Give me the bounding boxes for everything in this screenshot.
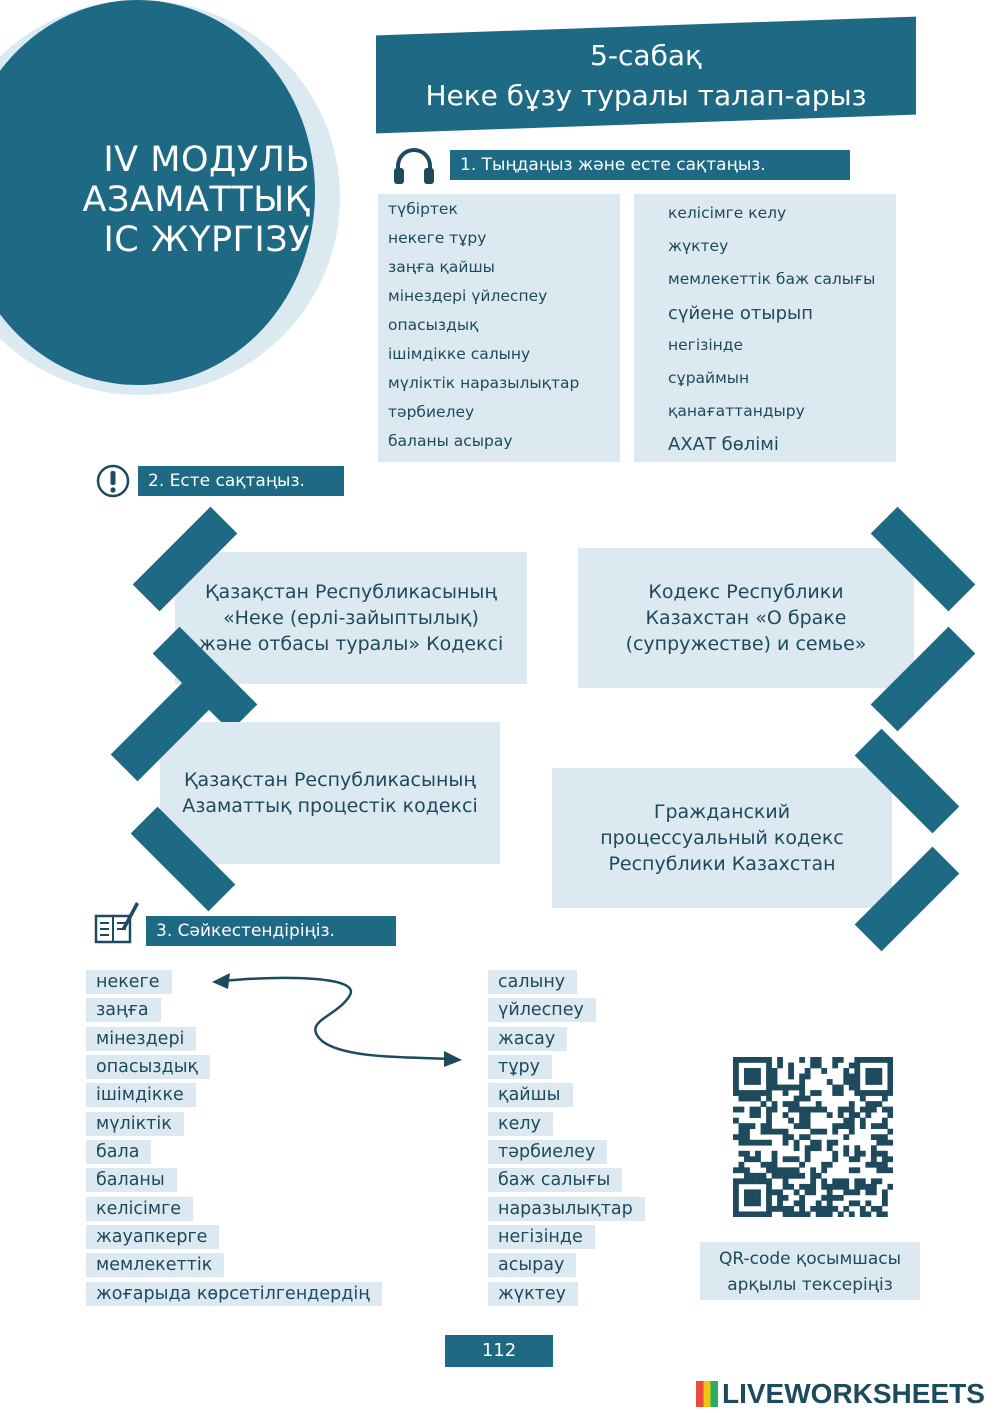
law-card-1	[175, 552, 527, 684]
page-number	[445, 1335, 553, 1367]
match-example-arrow	[210, 965, 465, 1070]
vocab-item: жүктеу	[668, 237, 729, 255]
vocab-item: сұраймын	[668, 369, 750, 387]
section2-label	[138, 466, 344, 496]
match-left-word[interactable]: некеге	[86, 970, 172, 994]
vocab-item: некеге тұру	[388, 229, 487, 247]
law-card-3	[160, 722, 500, 864]
exclamation-icon	[96, 464, 130, 498]
section3-label	[146, 916, 396, 946]
match-left-word[interactable]: заңға	[86, 998, 161, 1022]
vocab-item: заңға қайшы	[388, 258, 495, 276]
notebook-pencil-icon	[94, 898, 140, 944]
match-right-word[interactable]: негізінде	[488, 1225, 595, 1249]
law-card-text: Қазақстан Республикасының «Неке (ерлі-зайыптылық) және отбасы туралы» Кодексі	[198, 581, 504, 655]
match-left-word[interactable]: жауапкерге	[86, 1225, 219, 1249]
match-left-word[interactable]: мемлекеттік	[86, 1253, 224, 1277]
lesson-title: Неке бұзу туралы талап-арыз	[425, 79, 867, 112]
match-left-word[interactable]: жоғарыда көрсетілгендердің	[86, 1282, 382, 1306]
match-left-word[interactable]: мүліктік	[86, 1112, 184, 1136]
match-right-word[interactable]: тұру	[488, 1055, 552, 1079]
vocab-item: негізінде	[668, 336, 744, 354]
vocab-item: баланы асырау	[388, 432, 513, 450]
liveworksheets-logo	[696, 1378, 996, 1410]
match-right-word[interactable]: наразылықтар	[488, 1197, 645, 1221]
module-title-line: IV МОДУЛЬ	[103, 140, 310, 180]
logo-mark-icon	[696, 1381, 718, 1407]
brand-text: LIVEWORKSHEETS	[722, 1378, 985, 1409]
vocab-item: келісімге келу	[668, 204, 787, 222]
match-right-word[interactable]: қайшы	[488, 1083, 573, 1107]
vocab-item: мемлекеттік баж салығы	[668, 270, 876, 288]
match-right-word[interactable]: баж салығы	[488, 1168, 622, 1192]
law-card-2	[578, 548, 914, 688]
match-left-word[interactable]: келісімге	[86, 1197, 193, 1221]
qr-code[interactable]	[733, 1057, 893, 1217]
match-right-word[interactable]: келу	[488, 1112, 553, 1136]
match-right-word[interactable]: жүктеу	[488, 1282, 578, 1306]
vocab-item: түбіртек	[388, 200, 458, 218]
page-number-text: 112	[481, 1340, 517, 1361]
vocab-item: сүйене отырып	[668, 303, 814, 324]
match-left-word[interactable]: мінездері	[86, 1027, 196, 1051]
section2-label-text: 2. Есте сақтаңыз.	[148, 471, 305, 491]
match-left-word[interactable]: баланы	[86, 1168, 177, 1192]
qr-caption	[700, 1242, 920, 1300]
headphones-icon	[392, 146, 436, 186]
section1-label-text: 1. Тыңдаңыз және есте сақтаңыз.	[460, 155, 766, 175]
match-left-word[interactable]: ішімдікке	[86, 1083, 196, 1107]
module-title	[20, 140, 310, 260]
section3-label-text: 3. Сәйкестендіріңіз.	[156, 921, 335, 941]
match-left-word[interactable]: бала	[86, 1140, 151, 1164]
vocab-item: АХАТ бөлімі	[668, 434, 779, 455]
match-left-word[interactable]: опасыздық	[86, 1055, 210, 1079]
match-right-word[interactable]: тәрбиелеу	[488, 1140, 607, 1164]
vocab-item: тәрбиелеу	[388, 403, 475, 421]
match-right-word[interactable]: салыну	[488, 970, 577, 994]
match-right-word[interactable]: асырау	[488, 1253, 576, 1277]
lesson-banner-text	[376, 36, 916, 116]
section1-label	[450, 150, 850, 180]
law-card-text: Гражданский процессуальный кодекс Республики Казахстан	[600, 801, 844, 875]
law-card-text: Кодекс Республики Казахстан «О браке (супружестве) и семье»	[625, 581, 867, 655]
vocab-item: қанағаттандыру	[668, 402, 805, 420]
vocab-item: мүліктік наразылықтар	[388, 374, 580, 392]
law-card-text: Қазақстан Республикасының Азаматтық процестік кодексі	[182, 769, 478, 817]
vocab-item: ішімдікке салыну	[388, 345, 531, 363]
match-right-word[interactable]: үйлеспеу	[488, 998, 596, 1022]
lesson-number: 5-сабақ	[590, 39, 702, 72]
qr-caption-text: QR-code қосымшасы арқылы тексеріңіз	[718, 1249, 902, 1295]
vocab-item: опасыздық	[388, 316, 479, 334]
match-right-word[interactable]: жасау	[488, 1027, 567, 1051]
law-card-4	[552, 768, 892, 908]
module-title-line: АЗАМАТТЫҚ	[82, 180, 310, 220]
module-title-line: ІС ЖҮРГІЗУ	[103, 220, 310, 260]
vocab-item: мінездері үйлеспеу	[388, 287, 548, 305]
vocab-panel-right	[634, 194, 896, 462]
